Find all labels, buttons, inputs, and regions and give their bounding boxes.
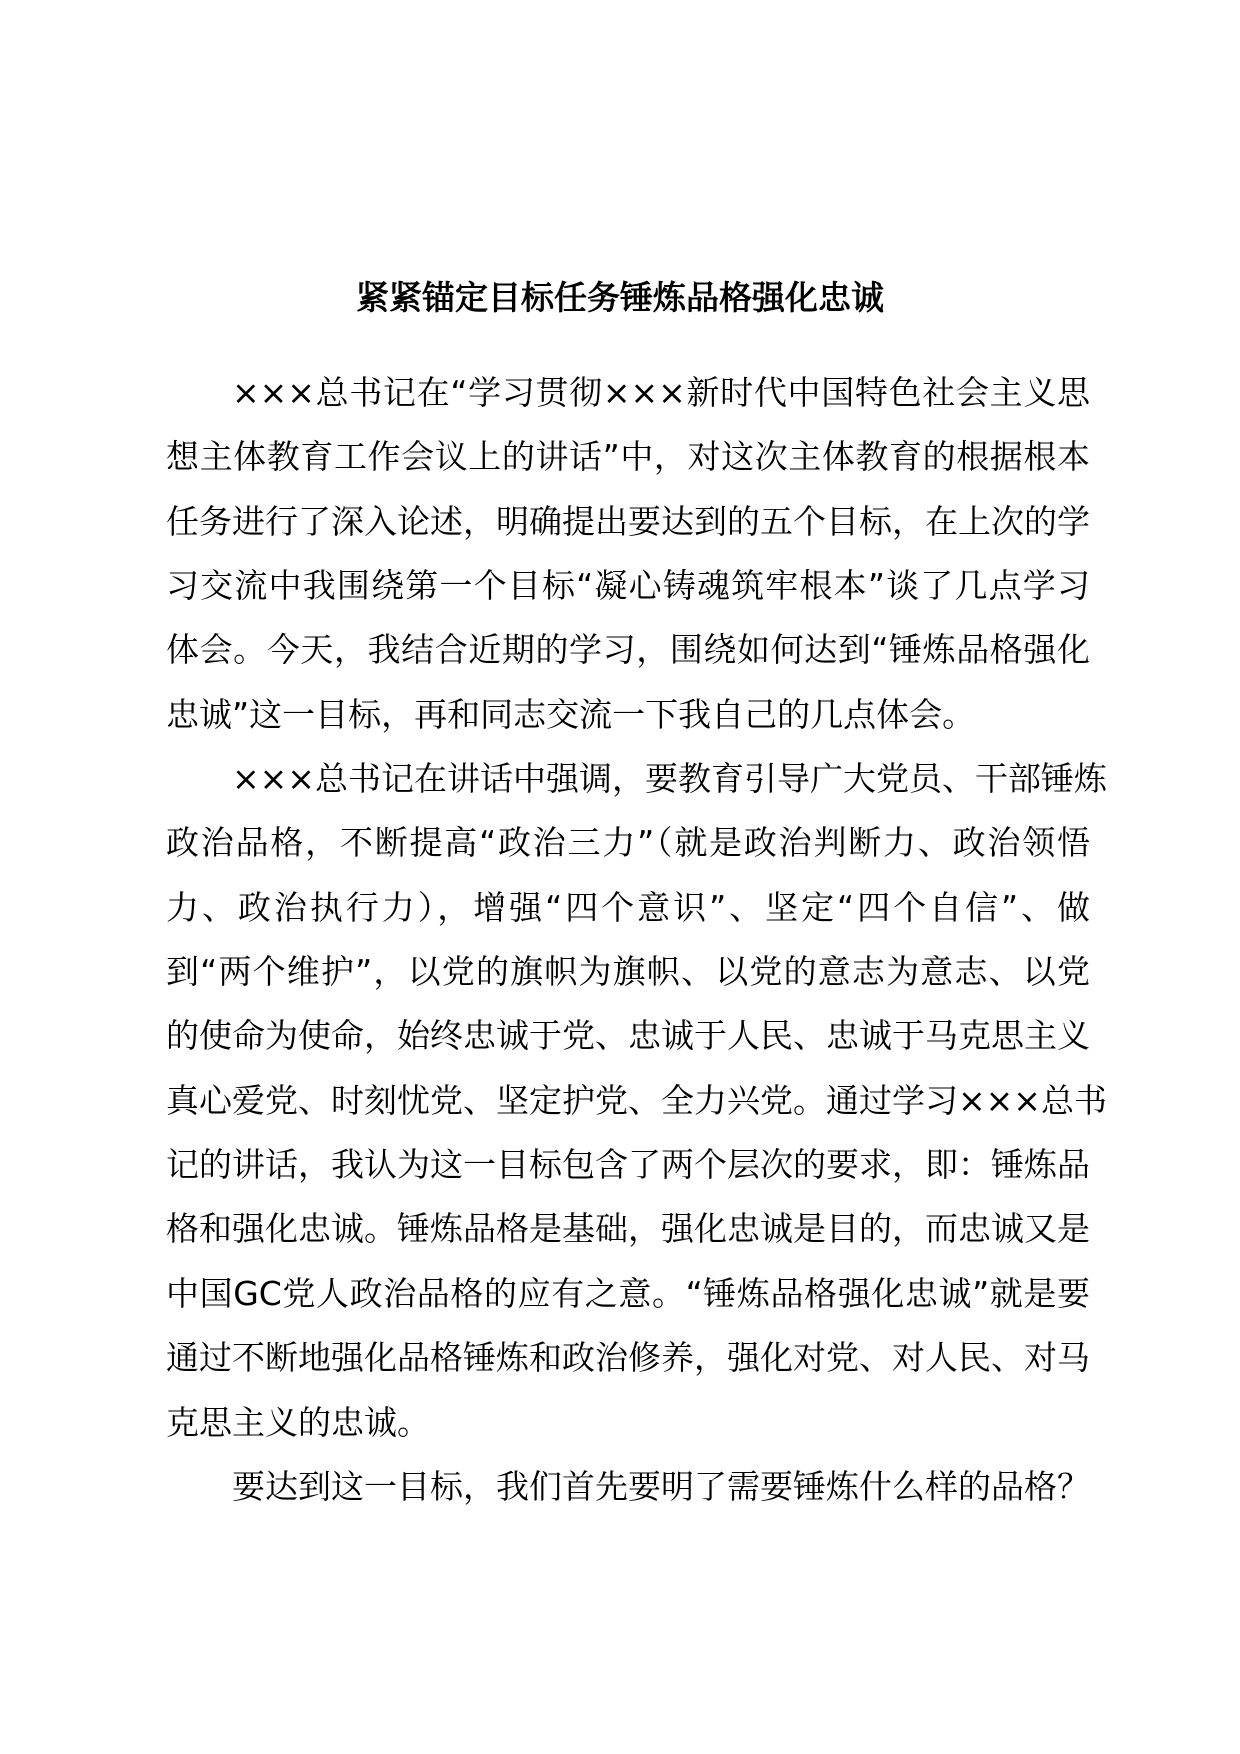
paragraph-line: 记的讲话，我认为这一目标包含了两个层次的要求，即：锤炼品 — [166, 1145, 1090, 1185]
paragraph-line: 中国GC党人政治品格的应有之意。“锤炼品格强化忠诚”就是要 — [166, 1273, 1090, 1313]
paragraph-line: 的使命为使命，始终忠诚于党、忠诚于人民、忠诚于马克思主义 — [166, 1016, 1090, 1056]
paragraph-line: 力、政治执行力），增强“四个意识”、坚定“四个自信”、做 — [166, 887, 1090, 927]
paragraph-line: 要达到这一目标，我们首先要明了需要锤炼什么样的品格？ — [232, 1466, 1090, 1506]
paragraph-1 — [166, 361, 1090, 747]
paragraph-line: 习交流中我围绕第一个目标“凝心铸魂筑牢根本”谈了几点学习 — [166, 566, 1090, 606]
paragraph-line: 真心爱党、时刻忧党、坚定护党、全力兴党。通过学习×××总书 — [166, 1080, 1107, 1120]
paragraph-line: 任务进行了深入论述，明确提出要达到的五个目标，在上次的学 — [166, 501, 1090, 541]
paragraph-line: 忠诚”这一目标，再和同志交流一下我自己的几点体会。 — [166, 694, 976, 734]
document-body — [166, 361, 1107, 1519]
paragraph-2 — [166, 747, 1107, 1455]
paragraph-line: ×××总书记在讲话中强调，要教育引导广大党员、干部锤炼 — [232, 759, 1107, 799]
paragraph-line: 通过不断地强化品格锤炼和政治修养，强化对党、对人民、对马 — [166, 1338, 1090, 1378]
paragraph-line: ×××总书记在“学习贯彻×××新时代中国特色社会主义思 — [232, 373, 1090, 412]
paragraph-line: 克思主义的忠诚。 — [166, 1402, 430, 1442]
paragraph-line: 到“两个维护”，以党的旗帜为旗帜、以党的意志为意志、以党 — [166, 952, 1090, 992]
paragraph-line: 政治品格，不断提高“政治三力”（就是政治判断力、政治领悟 — [166, 823, 1090, 863]
paragraph-line: 格和强化忠诚。锤炼品格是基础，强化忠诚是目的，而忠诚又是 — [166, 1209, 1090, 1249]
paragraph-line: 想主体教育工作会议上的讲话”中，对这次主体教育的根据根本 — [166, 437, 1090, 477]
document-title: 紧紧锚定目标任务锤炼品格强化忠诚 — [356, 278, 884, 317]
paragraph-line: 体会。今天，我结合近期的学习，围绕如何达到“锤炼品格强化 — [166, 630, 1090, 670]
paragraph-3 — [166, 1455, 1090, 1519]
